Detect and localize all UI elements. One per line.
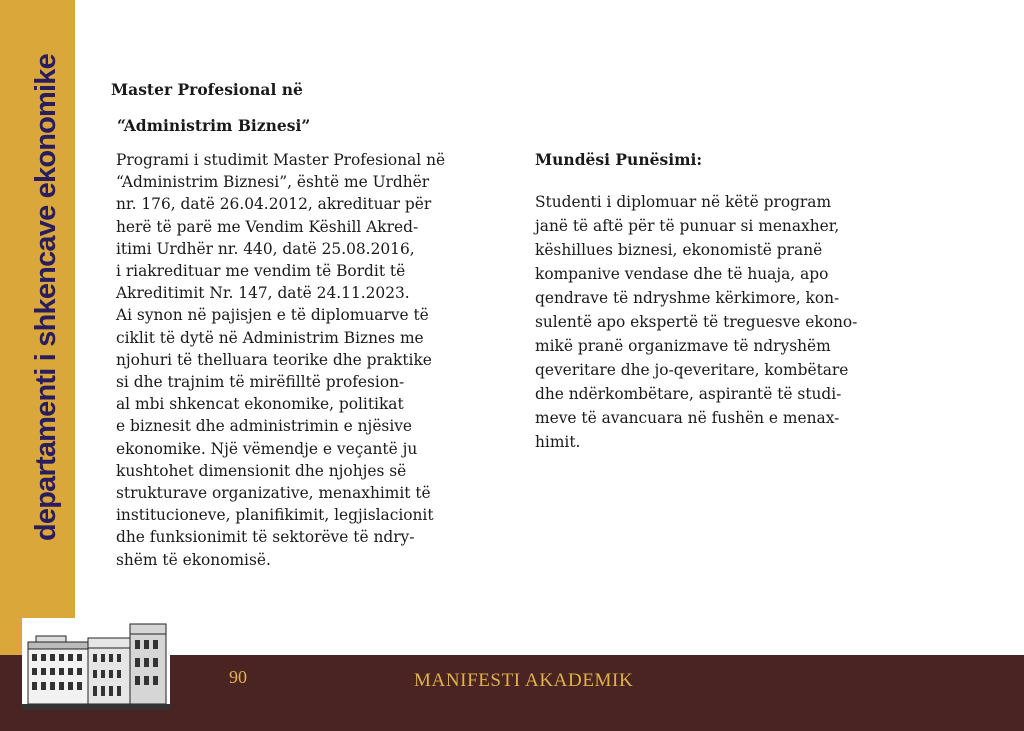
program-title-line1: Master Profesional në: [111, 80, 303, 99]
sidebar-band: [0, 0, 75, 655]
sidebar-label: departamenti i shkencave ekonomike: [30, 54, 62, 541]
employment-heading: Mundësi Punësimi:: [535, 150, 703, 169]
page-number: 90: [229, 667, 247, 687]
program-description: Programi i studimit Master Profesional në “Administrim Biznesi”, është me Urdhër nr. 176, datë 26.04.2012, akredituar për herë të parë me Vendim Këshill Akred- itimi Urdhër nr. 440, datë 25.08.2016, i riakredituar me vendim të Bordit të Akreditimit Nr. 147, datë 24.11.2023. Ai synon në pajisjen e të diplomuarve të ciklit të dytë në Administrim Biznes me njohuri të thelluara teorike dhe praktike si dhe trajnim të mirëfilltë profesion- al mbi shkencat ekonomike, politikat e biznesit dhe administrimin e njësive ekonomike. Një vëmendje e veçantë ju kushtohet dimensionit dhe njohjes së strukturave organizative, menaxhimit të institucioneve, planifikimit, legjislacionit dhe funksionimit të sektorëve të ndry- shëm të ekonomisë.: [116, 151, 446, 569]
program-title-line2: “Administrim Biznesi”: [117, 116, 311, 135]
footer-title: MANIFESTI AKADEMIK: [414, 670, 634, 691]
employment-description: Studenti i diplomuar në këtë program janë të aftë për të punuar si menaxher, këshillues biznesi, ekonomistë pranë kompanive vendase dhe të huaja, apo qendrave të ndryshme kërkimore, kon- sulentë apo ekspertë të treguesve ekono- mikë pranë organizmave të ndryshëm qeveritare dhe jo-qeveritare, kombëtare dhe ndërkombëtare, aspirantë të studi- meve të avancuara në fushën e menax- himit.: [535, 193, 858, 451]
university-building-icon: [22, 618, 170, 710]
